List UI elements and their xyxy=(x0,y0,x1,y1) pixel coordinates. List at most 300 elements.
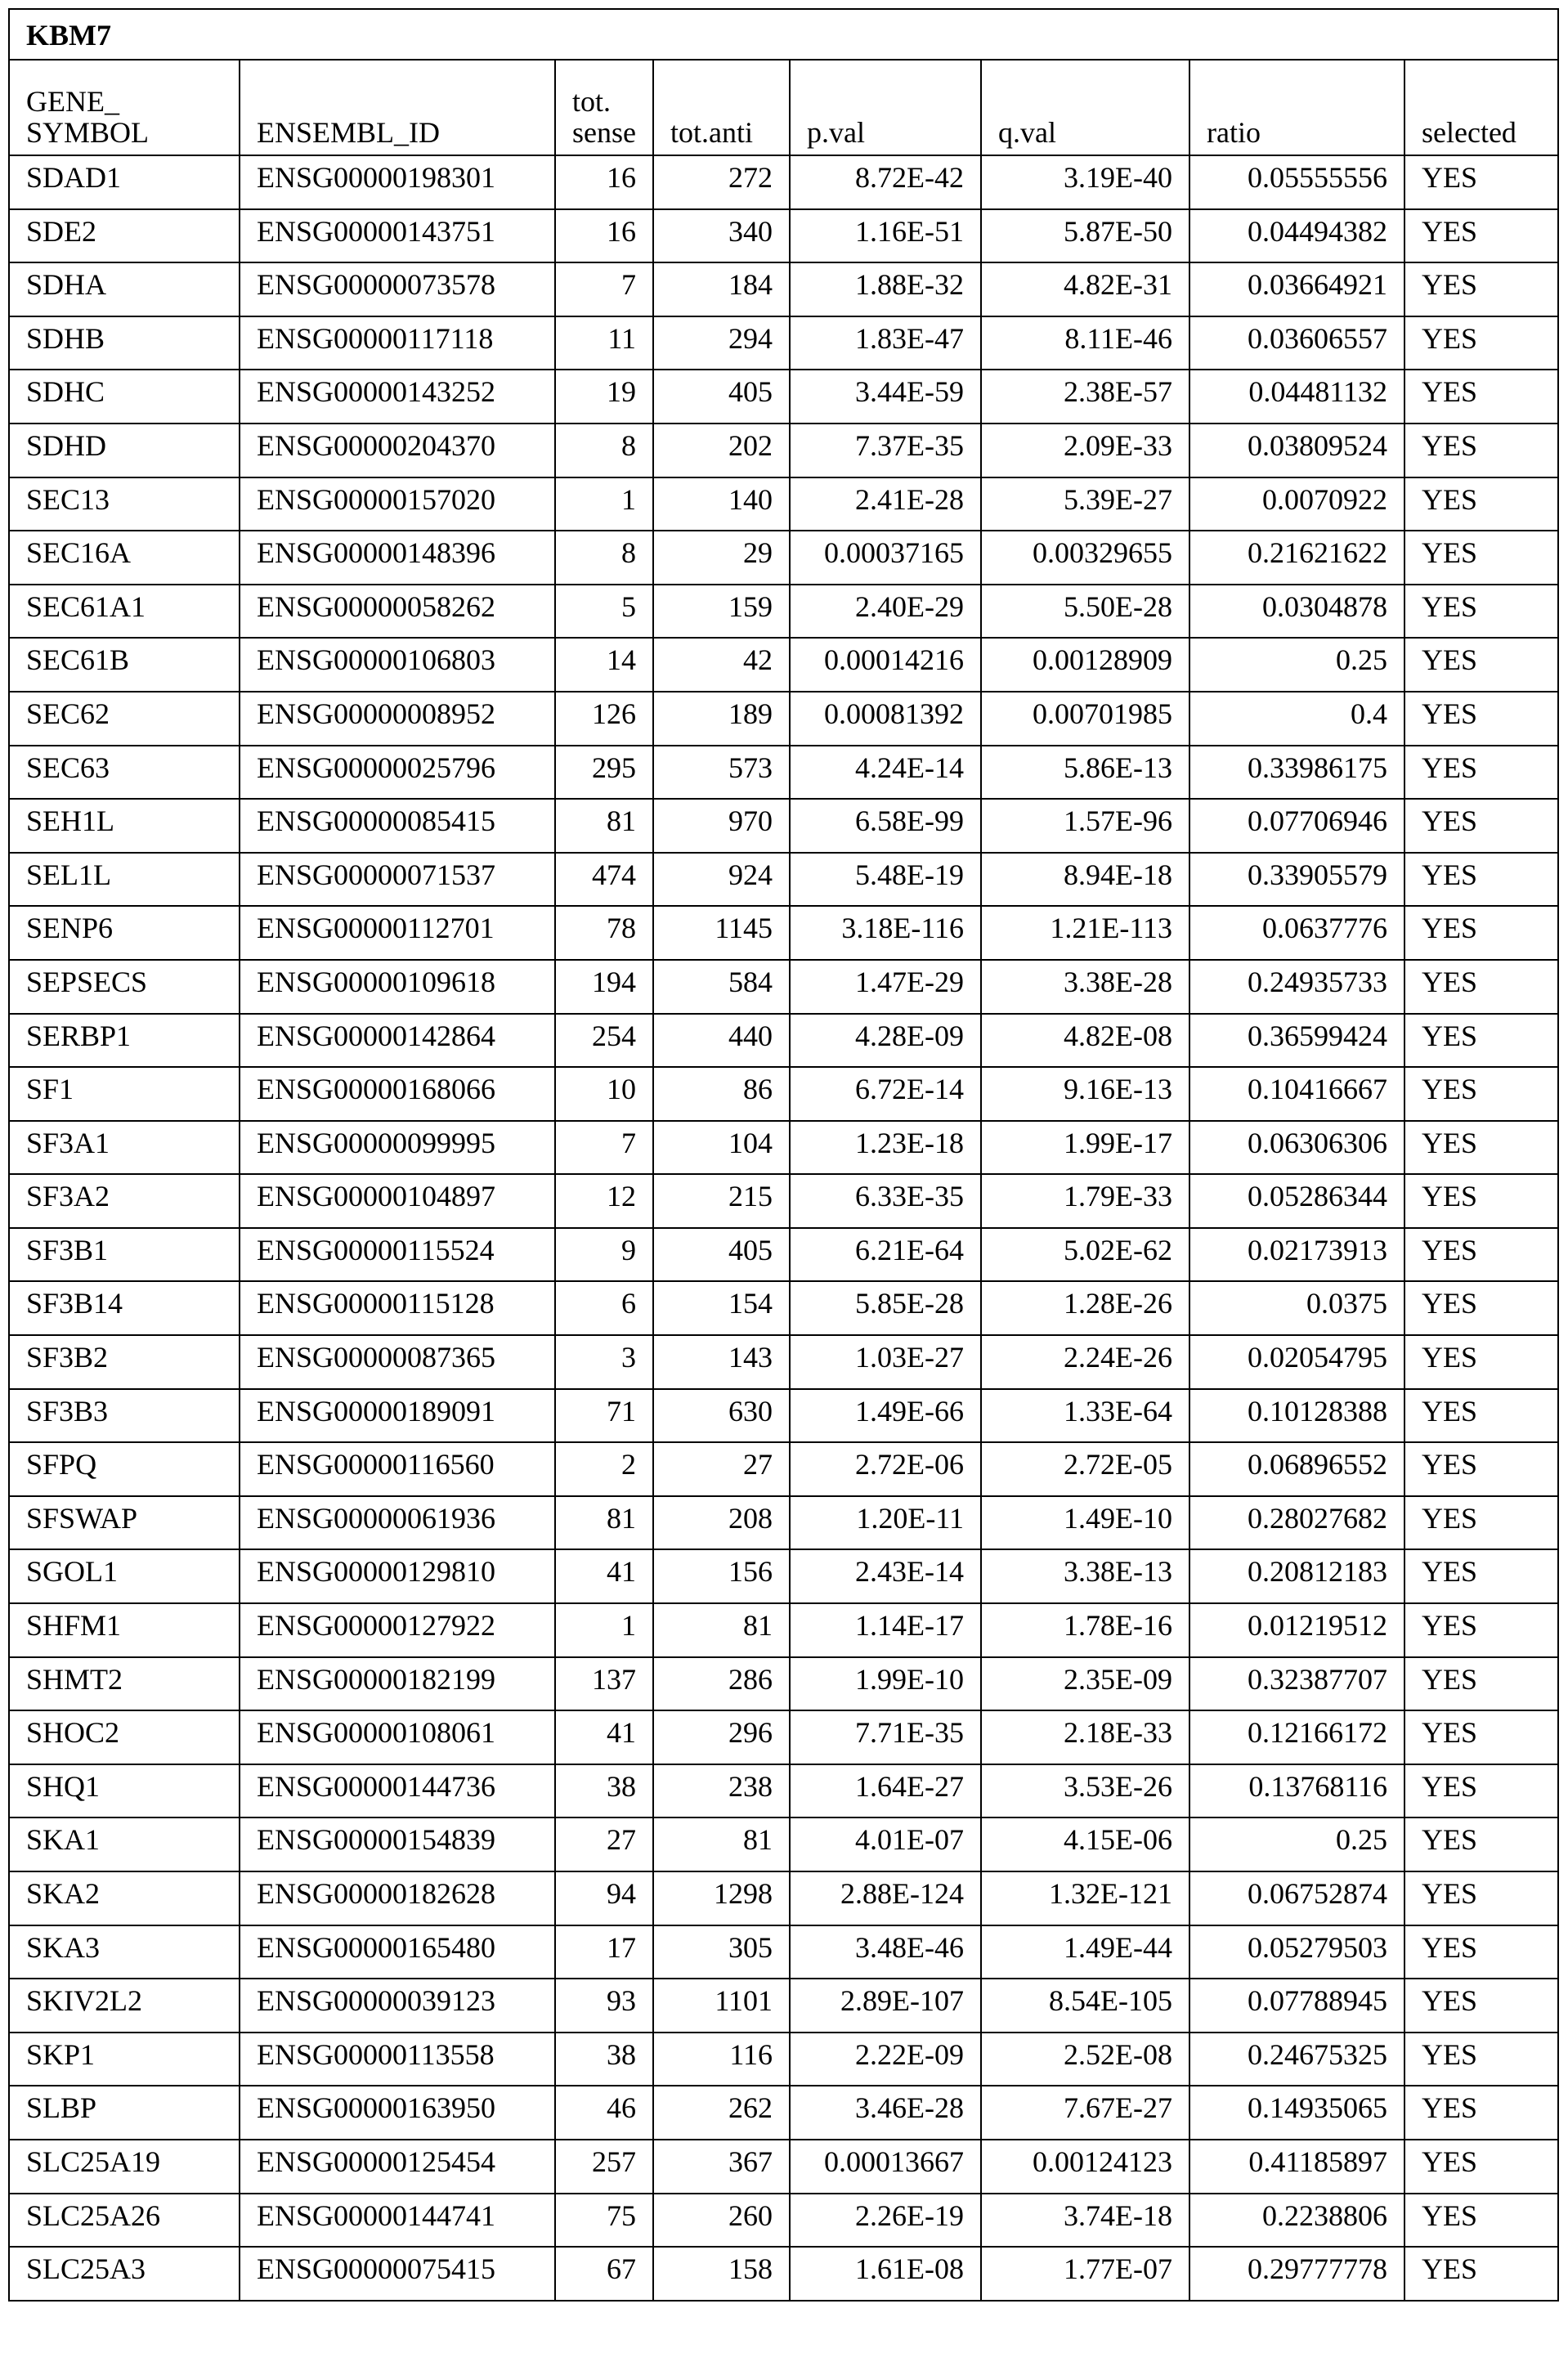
selected-cell: YES xyxy=(1404,906,1558,960)
gene-symbol-cell: SF3A2 xyxy=(9,1174,240,1228)
selected-cell: YES xyxy=(1404,209,1558,263)
q-val-cell: 2.72E-05 xyxy=(981,1442,1189,1496)
selected-cell: YES xyxy=(1404,585,1558,639)
tot-sense-cell: 81 xyxy=(555,1496,653,1550)
tot-anti-cell: 202 xyxy=(653,424,790,477)
q-val-cell: 8.11E-46 xyxy=(981,316,1189,370)
table-row xyxy=(9,1979,1558,2033)
gene-symbol-cell: SHFM1 xyxy=(9,1603,240,1657)
table-row xyxy=(9,1014,1558,1068)
ratio-cell: 0.33905579 xyxy=(1189,853,1404,907)
table-row xyxy=(9,2140,1558,2194)
tot-anti-cell: 305 xyxy=(653,1925,790,1979)
p-val-cell: 2.40E-29 xyxy=(790,585,981,639)
p-val-cell: 0.00014216 xyxy=(790,638,981,692)
tot-anti-cell: 630 xyxy=(653,1389,790,1443)
q-val-cell: 1.49E-10 xyxy=(981,1496,1189,1550)
table-row xyxy=(9,746,1558,800)
selected-cell: YES xyxy=(1404,155,1558,209)
ratio-cell: 0.04481132 xyxy=(1189,370,1404,424)
table-row xyxy=(9,960,1558,1014)
q-val-cell: 0.00124123 xyxy=(981,2140,1189,2194)
tot-anti-cell: 440 xyxy=(653,1014,790,1068)
ratio-cell: 0.01219512 xyxy=(1189,1603,1404,1657)
table-row xyxy=(9,1496,1558,1550)
table-row xyxy=(9,370,1558,424)
ensembl-id-cell: ENSG00000075415 xyxy=(240,2247,555,2301)
ratio-cell: 0.4 xyxy=(1189,692,1404,746)
ratio-cell: 0.20812183 xyxy=(1189,1549,1404,1603)
tot-sense-cell: 2 xyxy=(555,1442,653,1496)
table-row xyxy=(9,1549,1558,1603)
ensembl-id-cell: ENSG00000129810 xyxy=(240,1549,555,1603)
tot-anti-cell: 143 xyxy=(653,1335,790,1389)
q-val-cell: 4.82E-31 xyxy=(981,262,1189,316)
tot-anti-cell: 970 xyxy=(653,799,790,853)
q-val-cell: 2.38E-57 xyxy=(981,370,1189,424)
tot-sense-cell: 6 xyxy=(555,1281,653,1335)
table-row xyxy=(9,2247,1558,2301)
tot-anti-cell: 262 xyxy=(653,2086,790,2140)
selected-cell: YES xyxy=(1404,2086,1558,2140)
ratio-cell: 0.36599424 xyxy=(1189,1014,1404,1068)
q-val-cell: 3.19E-40 xyxy=(981,155,1189,209)
ratio-cell: 0.06306306 xyxy=(1189,1121,1404,1175)
table-row xyxy=(9,1442,1558,1496)
gene-symbol-cell: SEC16A xyxy=(9,531,240,585)
q-val-cell: 3.38E-28 xyxy=(981,960,1189,1014)
q-val-cell: 1.99E-17 xyxy=(981,1121,1189,1175)
table-row xyxy=(9,1174,1558,1228)
ensembl-id-cell: ENSG00000127922 xyxy=(240,1603,555,1657)
ensembl-id-cell: ENSG00000115524 xyxy=(240,1228,555,1282)
ensembl-id-cell: ENSG00000143751 xyxy=(240,209,555,263)
selected-cell: YES xyxy=(1404,746,1558,800)
p-val-cell: 7.37E-35 xyxy=(790,424,981,477)
selected-cell: YES xyxy=(1404,424,1558,477)
p-val-cell: 2.89E-107 xyxy=(790,1979,981,2033)
ensembl-id-cell: ENSG00000168066 xyxy=(240,1067,555,1121)
p-val-cell: 2.43E-14 xyxy=(790,1549,981,1603)
gene-symbol-cell: SHOC2 xyxy=(9,1710,240,1764)
p-val-cell: 1.88E-32 xyxy=(790,262,981,316)
header-selected: selected xyxy=(1404,60,1558,155)
table-row xyxy=(9,1657,1558,1711)
gene-symbol-cell: SDAD1 xyxy=(9,155,240,209)
gene-symbol-cell: SDHA xyxy=(9,262,240,316)
gene-symbol-cell: SDHC xyxy=(9,370,240,424)
table-row xyxy=(9,1228,1558,1282)
selected-cell: YES xyxy=(1404,960,1558,1014)
ensembl-id-cell: ENSG00000144741 xyxy=(240,2194,555,2248)
selected-cell: YES xyxy=(1404,1228,1558,1282)
gene-symbol-cell: SEH1L xyxy=(9,799,240,853)
q-val-cell: 4.15E-06 xyxy=(981,1817,1189,1871)
table-row xyxy=(9,906,1558,960)
selected-cell: YES xyxy=(1404,1174,1558,1228)
tot-sense-cell: 81 xyxy=(555,799,653,853)
selected-cell: YES xyxy=(1404,477,1558,531)
tot-sense-cell: 41 xyxy=(555,1549,653,1603)
gene-symbol-cell: SKA3 xyxy=(9,1925,240,1979)
table-row xyxy=(9,1710,1558,1764)
ratio-cell: 0.24675325 xyxy=(1189,2033,1404,2086)
ratio-cell: 0.0070922 xyxy=(1189,477,1404,531)
tot-sense-cell: 9 xyxy=(555,1228,653,1282)
gene-symbol-cell: SEC62 xyxy=(9,692,240,746)
gene-symbol-cell: SEL1L xyxy=(9,853,240,907)
ensembl-id-cell: ENSG00000125454 xyxy=(240,2140,555,2194)
tot-anti-cell: 215 xyxy=(653,1174,790,1228)
selected-cell: YES xyxy=(1404,1281,1558,1335)
gene-symbol-cell: SEC63 xyxy=(9,746,240,800)
table-row xyxy=(9,1603,1558,1657)
selected-cell: YES xyxy=(1404,853,1558,907)
tot-anti-cell: 405 xyxy=(653,370,790,424)
tot-sense-cell: 1 xyxy=(555,477,653,531)
ratio-cell: 0.02054795 xyxy=(1189,1335,1404,1389)
table-row xyxy=(9,477,1558,531)
tot-anti-cell: 42 xyxy=(653,638,790,692)
tot-anti-cell: 340 xyxy=(653,209,790,263)
p-val-cell: 1.16E-51 xyxy=(790,209,981,263)
tot-anti-cell: 104 xyxy=(653,1121,790,1175)
ensembl-id-cell: ENSG00000058262 xyxy=(240,585,555,639)
tot-anti-cell: 140 xyxy=(653,477,790,531)
tot-sense-cell: 126 xyxy=(555,692,653,746)
gene-symbol-cell: SLC25A26 xyxy=(9,2194,240,2248)
selected-cell: YES xyxy=(1404,262,1558,316)
tot-sense-cell: 7 xyxy=(555,1121,653,1175)
tot-sense-cell: 38 xyxy=(555,2033,653,2086)
q-val-cell: 2.35E-09 xyxy=(981,1657,1189,1711)
q-val-cell: 5.50E-28 xyxy=(981,585,1189,639)
gene-symbol-cell: SEPSECS xyxy=(9,960,240,1014)
p-val-cell: 1.23E-18 xyxy=(790,1121,981,1175)
gene-symbol-cell: SLBP xyxy=(9,2086,240,2140)
q-val-cell: 1.33E-64 xyxy=(981,1389,1189,1443)
gene-symbol-cell: SKA2 xyxy=(9,1871,240,1925)
ratio-cell: 0.03809524 xyxy=(1189,424,1404,477)
tot-sense-cell: 75 xyxy=(555,2194,653,2248)
tot-anti-cell: 29 xyxy=(653,531,790,585)
selected-cell: YES xyxy=(1404,1657,1558,1711)
q-val-cell: 0.00329655 xyxy=(981,531,1189,585)
tot-anti-cell: 584 xyxy=(653,960,790,1014)
ensembl-id-cell: ENSG00000085415 xyxy=(240,799,555,853)
ensembl-id-cell: ENSG00000189091 xyxy=(240,1389,555,1443)
q-val-cell: 2.18E-33 xyxy=(981,1710,1189,1764)
table-row xyxy=(9,2033,1558,2086)
ensembl-id-cell: ENSG00000154839 xyxy=(240,1817,555,1871)
tot-anti-cell: 294 xyxy=(653,316,790,370)
p-val-cell: 1.03E-27 xyxy=(790,1335,981,1389)
q-val-cell: 4.82E-08 xyxy=(981,1014,1189,1068)
tot-anti-cell: 159 xyxy=(653,585,790,639)
selected-cell: YES xyxy=(1404,1496,1558,1550)
p-val-cell: 1.49E-66 xyxy=(790,1389,981,1443)
p-val-cell: 6.21E-64 xyxy=(790,1228,981,1282)
q-val-cell: 1.57E-96 xyxy=(981,799,1189,853)
tot-sense-cell: 11 xyxy=(555,316,653,370)
gene-symbol-cell: SDHB xyxy=(9,316,240,370)
table-row xyxy=(9,155,1558,209)
selected-cell: YES xyxy=(1404,1925,1558,1979)
ratio-cell: 0.32387707 xyxy=(1189,1657,1404,1711)
tot-anti-cell: 27 xyxy=(653,1442,790,1496)
p-val-cell: 3.46E-28 xyxy=(790,2086,981,2140)
ensembl-id-cell: ENSG00000182628 xyxy=(240,1871,555,1925)
gene-symbol-cell: SDE2 xyxy=(9,209,240,263)
p-val-cell: 4.24E-14 xyxy=(790,746,981,800)
ratio-cell: 0.04494382 xyxy=(1189,209,1404,263)
gene-symbol-cell: SLC25A3 xyxy=(9,2247,240,2301)
p-val-cell: 6.33E-35 xyxy=(790,1174,981,1228)
gene-symbol-cell: SEC61A1 xyxy=(9,585,240,639)
ratio-cell: 0.07788945 xyxy=(1189,1979,1404,2033)
gene-symbol-cell: SLC25A19 xyxy=(9,2140,240,2194)
gene-symbol-cell: SF1 xyxy=(9,1067,240,1121)
selected-cell: YES xyxy=(1404,1335,1558,1389)
tot-sense-cell: 254 xyxy=(555,1014,653,1068)
gene-symbol-cell: SKP1 xyxy=(9,2033,240,2086)
table-row xyxy=(9,638,1558,692)
header-ratio: ratio xyxy=(1189,60,1404,155)
selected-cell: YES xyxy=(1404,692,1558,746)
ratio-cell: 0.12166172 xyxy=(1189,1710,1404,1764)
ensembl-id-cell: ENSG00000039123 xyxy=(240,1979,555,2033)
gene-symbol-cell: SERBP1 xyxy=(9,1014,240,1068)
tot-anti-cell: 189 xyxy=(653,692,790,746)
header-tot-anti: tot.anti xyxy=(653,60,790,155)
tot-sense-cell: 46 xyxy=(555,2086,653,2140)
q-val-cell: 3.38E-13 xyxy=(981,1549,1189,1603)
p-val-cell: 1.64E-27 xyxy=(790,1764,981,1818)
selected-cell: YES xyxy=(1404,316,1558,370)
ensembl-id-cell: ENSG00000115128 xyxy=(240,1281,555,1335)
p-val-cell: 2.41E-28 xyxy=(790,477,981,531)
tot-anti-cell: 1101 xyxy=(653,1979,790,2033)
selected-cell: YES xyxy=(1404,2140,1558,2194)
table-row xyxy=(9,1335,1558,1389)
selected-cell: YES xyxy=(1404,1979,1558,2033)
gene-symbol-cell: SDHD xyxy=(9,424,240,477)
selected-cell: YES xyxy=(1404,1121,1558,1175)
gene-symbol-cell: SF3B2 xyxy=(9,1335,240,1389)
ratio-cell: 0.14935065 xyxy=(1189,2086,1404,2140)
p-val-cell: 1.14E-17 xyxy=(790,1603,981,1657)
table-row xyxy=(9,262,1558,316)
p-val-cell: 8.72E-42 xyxy=(790,155,981,209)
table-title: KBM7 xyxy=(9,9,1558,60)
tot-anti-cell: 116 xyxy=(653,2033,790,2086)
ensembl-id-cell: ENSG00000025796 xyxy=(240,746,555,800)
ratio-cell: 0.10128388 xyxy=(1189,1389,1404,1443)
q-val-cell: 5.39E-27 xyxy=(981,477,1189,531)
p-val-cell: 4.28E-09 xyxy=(790,1014,981,1068)
gene-symbol-cell: SF3B14 xyxy=(9,1281,240,1335)
ensembl-id-cell: ENSG00000204370 xyxy=(240,424,555,477)
ratio-cell: 0.25 xyxy=(1189,1817,1404,1871)
ratio-cell: 0.29777778 xyxy=(1189,2247,1404,2301)
ratio-cell: 0.24935733 xyxy=(1189,960,1404,1014)
selected-cell: YES xyxy=(1404,1549,1558,1603)
p-val-cell: 2.72E-06 xyxy=(790,1442,981,1496)
tot-sense-cell: 10 xyxy=(555,1067,653,1121)
ensembl-id-cell: ENSG00000106803 xyxy=(240,638,555,692)
table-row xyxy=(9,1121,1558,1175)
gene-symbol-cell: SHMT2 xyxy=(9,1657,240,1711)
ratio-cell: 0.41185897 xyxy=(1189,2140,1404,2194)
ratio-cell: 0.02173913 xyxy=(1189,1228,1404,1282)
ratio-cell: 0.06896552 xyxy=(1189,1442,1404,1496)
q-val-cell: 1.32E-121 xyxy=(981,1871,1189,1925)
selected-cell: YES xyxy=(1404,799,1558,853)
tot-sense-cell: 93 xyxy=(555,1979,653,2033)
ratio-cell: 0.07706946 xyxy=(1189,799,1404,853)
ensembl-id-cell: ENSG00000087365 xyxy=(240,1335,555,1389)
table-row xyxy=(9,2194,1558,2248)
q-val-cell: 5.02E-62 xyxy=(981,1228,1189,1282)
p-val-cell: 5.48E-19 xyxy=(790,853,981,907)
ratio-cell: 0.05279503 xyxy=(1189,1925,1404,1979)
tot-anti-cell: 367 xyxy=(653,2140,790,2194)
q-val-cell: 0.00701985 xyxy=(981,692,1189,746)
tot-sense-cell: 5 xyxy=(555,585,653,639)
q-val-cell: 5.87E-50 xyxy=(981,209,1189,263)
selected-cell: YES xyxy=(1404,1442,1558,1496)
tot-sense-cell: 295 xyxy=(555,746,653,800)
ratio-cell: 0.25 xyxy=(1189,638,1404,692)
gene-symbol-cell: SGOL1 xyxy=(9,1549,240,1603)
ensembl-id-cell: ENSG00000116560 xyxy=(240,1442,555,1496)
table-row xyxy=(9,1764,1558,1818)
tot-sense-cell: 257 xyxy=(555,2140,653,2194)
tot-anti-cell: 156 xyxy=(653,1549,790,1603)
ensembl-id-cell: ENSG00000144736 xyxy=(240,1764,555,1818)
gene-symbol-cell: SEC61B xyxy=(9,638,240,692)
p-val-cell: 0.00037165 xyxy=(790,531,981,585)
tot-sense-cell: 14 xyxy=(555,638,653,692)
ensembl-id-cell: ENSG00000099995 xyxy=(240,1121,555,1175)
table-row xyxy=(9,1389,1558,1443)
ensembl-id-cell: ENSG00000108061 xyxy=(240,1710,555,1764)
ratio-cell: 0.06752874 xyxy=(1189,1871,1404,1925)
tot-sense-cell: 8 xyxy=(555,424,653,477)
p-val-cell: 5.85E-28 xyxy=(790,1281,981,1335)
ensembl-id-cell: ENSG00000109618 xyxy=(240,960,555,1014)
q-val-cell: 7.67E-27 xyxy=(981,2086,1189,2140)
q-val-cell: 0.00128909 xyxy=(981,638,1189,692)
p-val-cell: 3.18E-116 xyxy=(790,906,981,960)
selected-cell: YES xyxy=(1404,2033,1558,2086)
p-val-cell: 6.58E-99 xyxy=(790,799,981,853)
table-row xyxy=(9,1817,1558,1871)
tot-sense-cell: 3 xyxy=(555,1335,653,1389)
table-row xyxy=(9,692,1558,746)
table-row xyxy=(9,585,1558,639)
header-ensembl-id: ENSEMBL_ID xyxy=(240,60,555,155)
q-val-cell: 3.74E-18 xyxy=(981,2194,1189,2248)
ratio-cell: 0.05555556 xyxy=(1189,155,1404,209)
ensembl-id-cell: ENSG00000182199 xyxy=(240,1657,555,1711)
gene-symbol-cell: SKIV2L2 xyxy=(9,1979,240,2033)
tot-anti-cell: 1298 xyxy=(653,1871,790,1925)
tot-sense-cell: 474 xyxy=(555,853,653,907)
selected-cell: YES xyxy=(1404,370,1558,424)
p-val-cell: 1.61E-08 xyxy=(790,2247,981,2301)
ratio-cell: 0.03664921 xyxy=(1189,262,1404,316)
tot-anti-cell: 286 xyxy=(653,1657,790,1711)
tot-anti-cell: 81 xyxy=(653,1817,790,1871)
q-val-cell: 1.78E-16 xyxy=(981,1603,1189,1657)
tot-anti-cell: 238 xyxy=(653,1764,790,1818)
selected-cell: YES xyxy=(1404,1710,1558,1764)
ratio-cell: 0.05286344 xyxy=(1189,1174,1404,1228)
ensembl-id-cell: ENSG00000142864 xyxy=(240,1014,555,1068)
tot-sense-cell: 16 xyxy=(555,209,653,263)
q-val-cell: 1.79E-33 xyxy=(981,1174,1189,1228)
ratio-cell: 0.03606557 xyxy=(1189,316,1404,370)
tot-sense-cell: 38 xyxy=(555,1764,653,1818)
ensembl-id-cell: ENSG00000073578 xyxy=(240,262,555,316)
header-p-val: p.val xyxy=(790,60,981,155)
p-val-cell: 3.48E-46 xyxy=(790,1925,981,1979)
gene-symbol-cell: SFPQ xyxy=(9,1442,240,1496)
tot-anti-cell: 154 xyxy=(653,1281,790,1335)
tot-anti-cell: 184 xyxy=(653,262,790,316)
q-val-cell: 2.09E-33 xyxy=(981,424,1189,477)
p-val-cell: 2.26E-19 xyxy=(790,2194,981,2248)
ensembl-id-cell: ENSG00000061936 xyxy=(240,1496,555,1550)
gene-symbol-cell: SKA1 xyxy=(9,1817,240,1871)
gene-symbol-cell: SF3A1 xyxy=(9,1121,240,1175)
tot-sense-cell: 1 xyxy=(555,1603,653,1657)
q-val-cell: 1.28E-26 xyxy=(981,1281,1189,1335)
tot-anti-cell: 272 xyxy=(653,155,790,209)
table-title-row xyxy=(9,9,1558,60)
tot-sense-cell: 8 xyxy=(555,531,653,585)
q-val-cell: 8.54E-105 xyxy=(981,1979,1189,2033)
tot-sense-cell: 17 xyxy=(555,1925,653,1979)
selected-cell: YES xyxy=(1404,1067,1558,1121)
table-row xyxy=(9,1281,1558,1335)
selected-cell: YES xyxy=(1404,638,1558,692)
ratio-cell: 0.33986175 xyxy=(1189,746,1404,800)
p-val-cell: 4.01E-07 xyxy=(790,1817,981,1871)
table-row xyxy=(9,853,1558,907)
gene-symbol-cell: SHQ1 xyxy=(9,1764,240,1818)
tot-sense-cell: 67 xyxy=(555,2247,653,2301)
ratio-cell: 0.0304878 xyxy=(1189,585,1404,639)
tot-anti-cell: 405 xyxy=(653,1228,790,1282)
tot-anti-cell: 296 xyxy=(653,1710,790,1764)
q-val-cell: 1.49E-44 xyxy=(981,1925,1189,1979)
table-row xyxy=(9,1925,1558,1979)
selected-cell: YES xyxy=(1404,2247,1558,2301)
p-val-cell: 2.88E-124 xyxy=(790,1871,981,1925)
tot-sense-cell: 19 xyxy=(555,370,653,424)
ratio-cell: 0.28027682 xyxy=(1189,1496,1404,1550)
tot-sense-cell: 194 xyxy=(555,960,653,1014)
table-row xyxy=(9,1871,1558,1925)
table-row xyxy=(9,2086,1558,2140)
header-q-val: q.val xyxy=(981,60,1189,155)
tot-anti-cell: 86 xyxy=(653,1067,790,1121)
tot-sense-cell: 12 xyxy=(555,1174,653,1228)
ratio-cell: 0.13768116 xyxy=(1189,1764,1404,1818)
gene-symbol-cell: SFSWAP xyxy=(9,1496,240,1550)
